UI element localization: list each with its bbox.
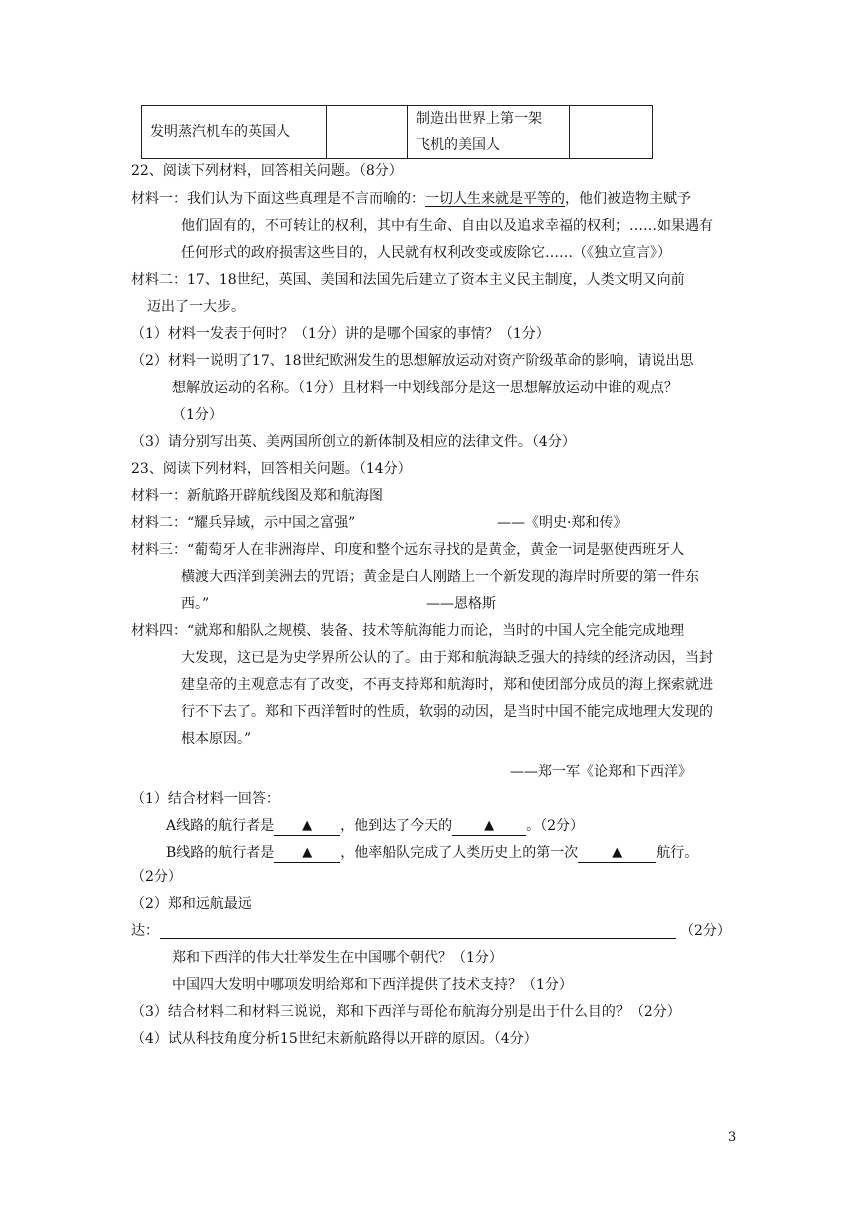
text: 材料一：我们认为下面这些真理是不言而喻的： [131, 191, 425, 207]
q23-material-3-line3: 西。” [181, 596, 210, 612]
q23-material-4-source: ——郑一军《论郑和下西洋》 [510, 764, 692, 780]
page-number: 3 [728, 1130, 737, 1145]
answer-blank[interactable] [578, 844, 656, 863]
q23-material-3-line2: 横渡大西洋到美洲去的咒语；黄金是白人刚踏上一个新发现的海岸时所要的第一件东 [181, 569, 699, 585]
q22-material-1-line2: 他们固有的，不可转让的权利，其中有生命、自由以及追求幸福的权利；……如果遇有 [181, 218, 713, 234]
q23-sub-2-score: （2分） [680, 923, 731, 939]
q23-material-4: 材料四：“就郑和船队之规模、装备、技术等航海能力而论，当时的中国人完全能完成地理 [131, 623, 685, 639]
q23-sub-1-b-score: （2分） [131, 869, 182, 885]
q22-sub-2: （2）材料一说明了17、18世纪欧洲发生的思想解放运动对资产阶级革命的影响，请说出思 [131, 353, 694, 369]
q23-material-3-source: ——恩格斯 [426, 596, 496, 612]
q22-sub-2-line2: 想解放运动的名称。（1分）且材料一中划线部分是这一思想解放运动中谁的观点？ [172, 380, 678, 396]
table-cell-inventor-plane [408, 106, 570, 159]
table-cell-answer-1[interactable] [327, 106, 408, 159]
q23-sub-2-line3: 郑和下西洋的伟大壮举发生在中国哪个朝代？（1分） [172, 950, 503, 966]
table-cell-answer-2[interactable] [570, 106, 653, 159]
answer-blank[interactable] [274, 844, 340, 863]
q23-material-2-source: ——《明史·郑和传》 [497, 515, 628, 531]
q23-material-1: 材料一：新航路开辟航线图及郑和航海图 [131, 488, 383, 504]
q23-material-3: 材料三：“葡萄牙人在非洲海岸、印度和整个远东寻找的是黄金，黄金一词是驱使西班牙人 [131, 542, 685, 558]
text: 。（2分） [526, 818, 585, 834]
answer-blank[interactable] [452, 817, 526, 836]
q23-material-4-line4: 行不下去了。郑和下西洋暂时的性质，软弱的动因，是当时中国不能完成地理大发现的 [181, 704, 713, 720]
q23-material-4-line2: 大发现，这已是为史学界所公认的了。由于郑和航海缺乏强大的持续的经济动因，当封 [181, 650, 713, 666]
text: 航行。 [656, 845, 699, 861]
q23-sub-2-line2-label: 达： [131, 923, 159, 939]
q23-sub-1-a [166, 816, 584, 836]
triangle-icon: ▲ [302, 845, 313, 860]
text: A线路的航行者是 [166, 818, 275, 834]
text: ，他率船队完成了人类历史上的第一次 [340, 845, 579, 861]
q23-sub-1-b [166, 843, 698, 863]
text: ，他到达了今天的 [340, 818, 453, 834]
q23-material-4-line3: 建皇帝的主观意志有了改变，不再支持郑和航海时，郑和使团部分成员的海上探索就进 [181, 677, 713, 693]
table-row [142, 106, 653, 159]
q22-material-2-line2: 迈出了一大步。 [147, 299, 245, 315]
text: ，他们被造物主赋予 [565, 191, 691, 207]
q23-sub-3: （3）结合材料二和材料三说说，郑和下西洋与哥伦布航海分别是出于什么目的？（2分） [131, 1004, 681, 1020]
triangle-icon: ▲ [302, 818, 313, 833]
q23-material-4-line5: 根本原因。” [181, 731, 252, 747]
q22-material-1-line3: 任何形式的政府损害这些目的，人民就有权利改变或废除它……（《独立宣言》） [181, 245, 671, 261]
triangle-icon: ▲ [484, 818, 495, 833]
q23-sub-2: （2）郑和远航最远 [131, 896, 252, 912]
underlined-text: 一切人生来就是平等的 [425, 191, 565, 207]
answer-blank[interactable] [274, 817, 340, 836]
q23-sub-2-line4: 中国四大发明中哪项发明给郑和下西洋提供了技术支持？（1分） [172, 977, 573, 993]
q23-sub-1: （1）结合材料一回答： [131, 791, 280, 807]
q22-sub-2-line3: （1分） [172, 407, 223, 423]
table-cell-text: 制造出世界上第一架 [416, 111, 542, 127]
q22-material-2: 材料二：17、18世纪，英国、美国和法国先后建立了资本主义民主制度，人类文明又向前 [131, 272, 685, 288]
q23-title: 23、阅读下列材料，回答相关问题。（14分） [131, 461, 412, 477]
q22-title: 22、阅读下列材料，回答相关问题。（8分） [131, 163, 403, 179]
text: B线路的航行者是 [166, 845, 275, 861]
q22-sub-3: （3）请分别写出英、美两国所创立的新体制及相应的法律文件。（4分） [131, 434, 576, 450]
q22-material-1 [131, 189, 691, 209]
q23-material-2: 材料二：“耀兵异域，示中国之富强” [131, 515, 356, 531]
answer-line[interactable] [160, 938, 676, 939]
q23-sub-4: （4）试从科技角度分析15世纪末新航路得以开辟的原因。（4分） [131, 1031, 538, 1047]
q22-sub-1: （1）材料一发表于何时？（1分）讲的是哪个国家的事情？（1分） [131, 326, 550, 342]
answer-table [141, 105, 653, 159]
triangle-icon: ▲ [612, 845, 623, 860]
table-cell-inventor-steam: 发明蒸汽机车的英国人 [142, 106, 327, 159]
table-cell-text: 飞机的美国人 [416, 137, 500, 153]
